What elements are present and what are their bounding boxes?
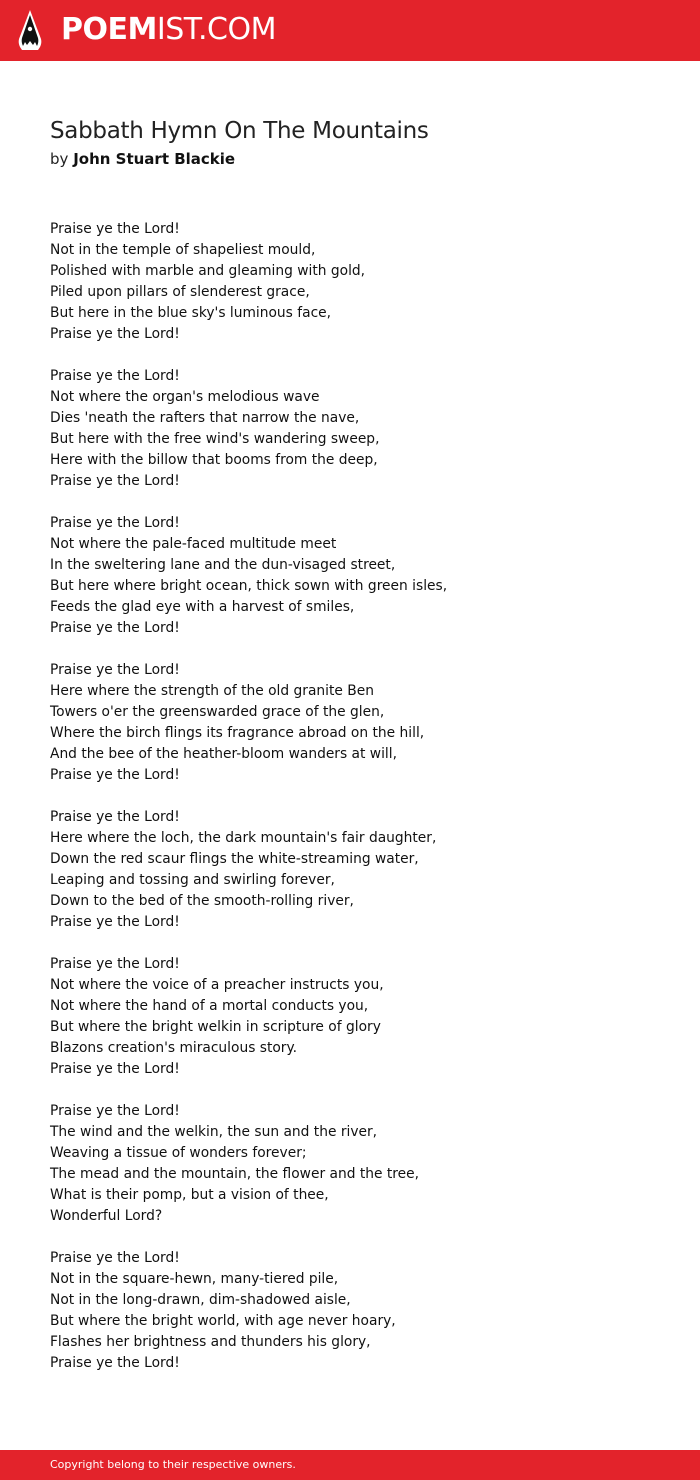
poem-line: Here where the strength of the old granite Ben bbox=[50, 683, 374, 699]
poem-line: Not where the organ's melodious wave bbox=[50, 389, 320, 405]
poem-line: Piled upon pillars of slenderest grace, bbox=[50, 284, 310, 300]
poem-line: Not in the temple of shapeliest mould, bbox=[50, 242, 316, 258]
poem-line: Praise ye the Lord! bbox=[50, 473, 180, 489]
poem-line: Not where the hand of a mortal conducts you, bbox=[50, 998, 369, 1014]
poem-line: Not in the long-drawn, dim-shadowed aisle, bbox=[50, 1292, 351, 1308]
poem-line: Wonderful Lord? bbox=[50, 1208, 163, 1224]
poem-line: Weaving a tissue of wonders forever; bbox=[50, 1145, 307, 1161]
poem-line: Not where the pale-faced multitude meet bbox=[50, 536, 337, 552]
poem-stanza bbox=[50, 366, 660, 492]
logo-light-text: IST.COM bbox=[156, 12, 276, 47]
copyright-notice: Copyright belong to their respective owners. bbox=[50, 1458, 296, 1471]
poem-line: What is their pomp, but a vision of thee, bbox=[50, 1187, 329, 1203]
poem-line: Praise ye the Lord! bbox=[50, 1355, 180, 1371]
poem-line: The mead and the mountain, the flower and the tree, bbox=[50, 1166, 420, 1182]
poem-author: John Stuart Blackie bbox=[73, 150, 236, 168]
poem-line: In the sweltering lane and the dun-visaged street, bbox=[50, 557, 396, 573]
poem-line: Here with the billow that booms from the deep, bbox=[50, 452, 378, 468]
poem-line: Praise ye the Lord! bbox=[50, 914, 180, 930]
poem-line: But here where bright ocean, thick sown with green isles, bbox=[50, 578, 448, 594]
poem-stanza bbox=[50, 1248, 660, 1374]
poem-stanza bbox=[50, 660, 660, 786]
poem-line: But here in the blue sky's luminous face, bbox=[50, 305, 332, 321]
poem-line: Praise ye the Lord! bbox=[50, 1061, 180, 1077]
poem-title: Sabbath Hymn On The Mountains bbox=[50, 118, 429, 144]
poem-line: Not in the square-hewn, many-tiered pile, bbox=[50, 1271, 339, 1287]
poem-line: Praise ye the Lord! bbox=[50, 1250, 180, 1266]
poem-line: Not where the voice of a preacher instructs you, bbox=[50, 977, 384, 993]
poem-line: Polished with marble and gleaming with gold, bbox=[50, 263, 366, 279]
poem-line: Dies 'neath the rafters that narrow the nave, bbox=[50, 410, 360, 426]
poem-line: Praise ye the Lord! bbox=[50, 767, 180, 783]
poem-line: Where the birch flings its fragrance abroad on the hill, bbox=[50, 725, 425, 741]
poem-line: Feeds the glad eye with a harvest of smiles, bbox=[50, 599, 355, 615]
poem-line: Praise ye the Lord! bbox=[50, 956, 180, 972]
poem-line: Praise ye the Lord! bbox=[50, 368, 180, 384]
poem-line: Praise ye the Lord! bbox=[50, 1103, 180, 1119]
poem-line: Praise ye the Lord! bbox=[50, 809, 180, 825]
poem-line: But where the bright welkin in scripture of glory bbox=[50, 1019, 381, 1035]
poem-line: The wind and the welkin, the sun and the river, bbox=[50, 1124, 378, 1140]
poem-line: Praise ye the Lord! bbox=[50, 662, 180, 678]
poem-line: And the bee of the heather-bloom wanders at will, bbox=[50, 746, 397, 762]
poem-line: Leaping and tossing and swirling forever, bbox=[50, 872, 335, 888]
poem-line: But where the bright world, with age never hoary, bbox=[50, 1313, 396, 1329]
poem-stanza bbox=[50, 219, 660, 345]
poem-stanza bbox=[50, 954, 660, 1080]
by-label: by bbox=[50, 150, 69, 168]
poem-byline bbox=[50, 149, 235, 169]
poem-line: Towers o'er the greenswarded grace of the glen, bbox=[50, 704, 385, 720]
fountain-pen-nib-icon[interactable] bbox=[16, 9, 44, 51]
poem-line: Praise ye the Lord! bbox=[50, 515, 180, 531]
poem-stanza bbox=[50, 513, 660, 639]
poem-stanza bbox=[50, 1101, 660, 1227]
poem-line: Down to the bed of the smooth-rolling river, bbox=[50, 893, 354, 909]
site-header bbox=[0, 0, 700, 61]
poem-line: Here where the loch, the dark mountain's fair daughter, bbox=[50, 830, 437, 846]
site-footer bbox=[0, 1450, 700, 1480]
poem-stanza bbox=[50, 807, 660, 933]
site-logo[interactable] bbox=[61, 10, 276, 50]
poem-line: Praise ye the Lord! bbox=[50, 221, 180, 237]
poem-line: Flashes her brightness and thunders his glory, bbox=[50, 1334, 371, 1350]
poem-line: Praise ye the Lord! bbox=[50, 620, 180, 636]
poem-line: Down the red scaur flings the white-streaming water, bbox=[50, 851, 419, 867]
poem-line: Praise ye the Lord! bbox=[50, 326, 180, 342]
poem-line: Blazons creation's miraculous story. bbox=[50, 1040, 298, 1056]
poem-body bbox=[50, 219, 660, 1395]
poem-line: But here with the free wind's wandering sweep, bbox=[50, 431, 380, 447]
logo-bold-text: POEM bbox=[61, 12, 157, 47]
